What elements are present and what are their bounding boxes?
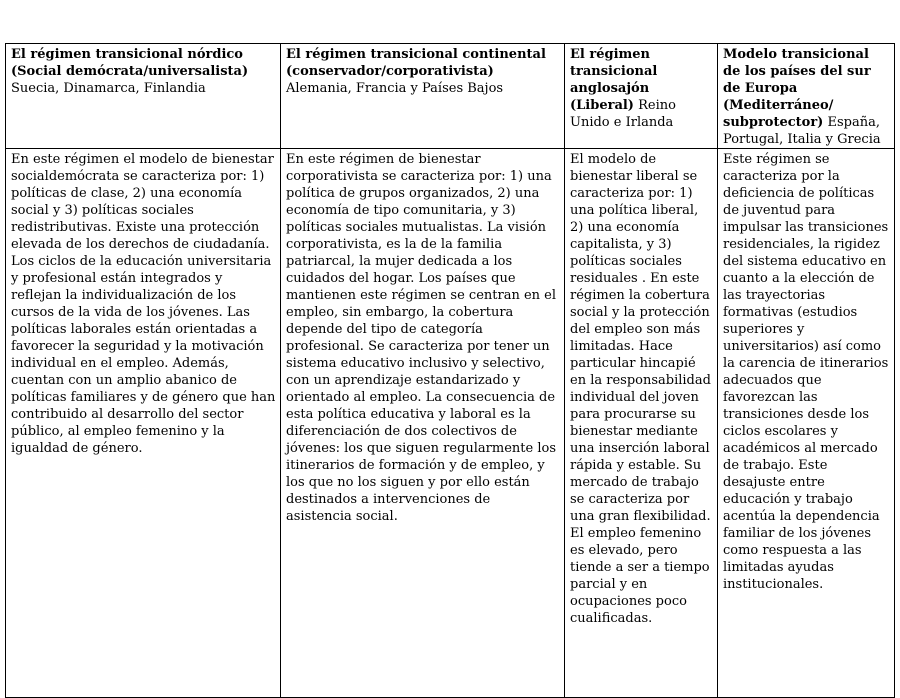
table-body-row (6, 149, 895, 698)
body-cell-continental (281, 149, 565, 698)
regimes-comparison-table (5, 43, 895, 698)
body-text-nordic: En este régimen el modelo de bienestar socialdemócrata se caracteriza por: 1) políticas de clase, 2) una economía social y 3) políticas sociales redistributivas. Existe una protección elevada de los derechos de ciudadanía. Los ciclos de la educación universitaria y profesional están integrados y reflejan la individualización de los cursos de la vida de los jóvenes. Las políticas laborales están orientadas a favorecer la seguridad y la motivación individual en el empleo. Además, cuentan con un amplio abanico de políticas familiares y de género que han contribuido al desarrollo del sector público, al empleo femenino y la igualdad de género. (11, 152, 276, 456)
header-title-anglosaxon: El régimen transicional anglosajón (Liberal) (570, 47, 658, 113)
body-cell-anglosaxon (565, 149, 718, 698)
header-cell-continental (281, 44, 565, 149)
header-countries-anglosaxon: Reino Unido e Irlanda (570, 98, 676, 130)
body-text-continental: En este régimen de bienestar corporativista se caracteriza por: 1) una política de grupos organizados, 2) una economía de tipo comunitaria, y 3) políticas sociales mutualistas. La visión corporativista, es la de la familia patriarcal, la mujer dedicada a los cuidados del hogar. Los países que mantienen este régimen se centran en el empleo, sin embargo, la cobertura depende del tipo de categoría profesional. Se caracteriza por tener un sistema educativo inclusivo y selectivo, con un aprendizaje estandarizado y orientado al empleo. La consecuencia de esta política educativa y laboral es la diferenciación de dos colectivos de jóvenes: los que siguen regularmente los itinerarios de formación y de empleo, y los que no los siguen y por ello están destinados a intervenciones de asistencia social. (286, 152, 557, 524)
header-countries-mediterranean: España, Portugal, Italia y Grecia (723, 115, 881, 147)
header-cell-anglosaxon (565, 44, 718, 149)
header-title-continental: El régimen transicional continental (conservador/corporativista) (286, 47, 546, 79)
header-title-mediterranean: Modelo transicional de los países del sur de Europa (Mediterráneo/ subprotector) (723, 47, 871, 130)
body-text-anglosaxon: El modelo de bienestar liberal se caracteriza por: 1) una política liberal, 2) una economía capitalista, y 3) políticas sociales residuales . En este régimen la cobertura social y la protección del empleo son más limitadas. Hace particular hincapié en la responsabilidad individual del joven para procurarse su bienestar mediante una inserción laboral rápida y estable. Su mercado de trabajo se caracteriza por una gran flexibilidad. El empleo femenino es elevado, pero tiende a ser a tiempo parcial y en ocupaciones poco cualificadas. (570, 152, 711, 626)
body-text-mediterranean: Este régimen se caracteriza por la deficiencia de políticas de juventud para impulsar las transiciones residenciales, la rigidez del sistema educativo en cuanto a la elección de las trayectorias formativas (estudios superiores y universitarios) así como la carencia de itinerarios adecuados que favorezcan las transiciones desde los ciclos escolares y académicos al mercado de trabajo. Este desajuste entre educación y trabajo acentúa la dependencia familiar de los jóvenes como respuesta a las limitadas ayudas institucionales. (723, 152, 889, 592)
header-cell-mediterranean (718, 44, 895, 149)
table-header-row (6, 44, 895, 149)
header-countries-continental: Alemania, Francia y Países Bajos (286, 81, 504, 96)
body-cell-mediterranean (718, 149, 895, 698)
body-cell-nordic (6, 149, 281, 698)
header-countries-nordic: Suecia, Dinamarca, Finlandia (11, 81, 206, 96)
header-cell-nordic (6, 44, 281, 149)
header-title-nordic: El régimen transicional nórdico (Social demócrata/universalista) (11, 47, 249, 79)
